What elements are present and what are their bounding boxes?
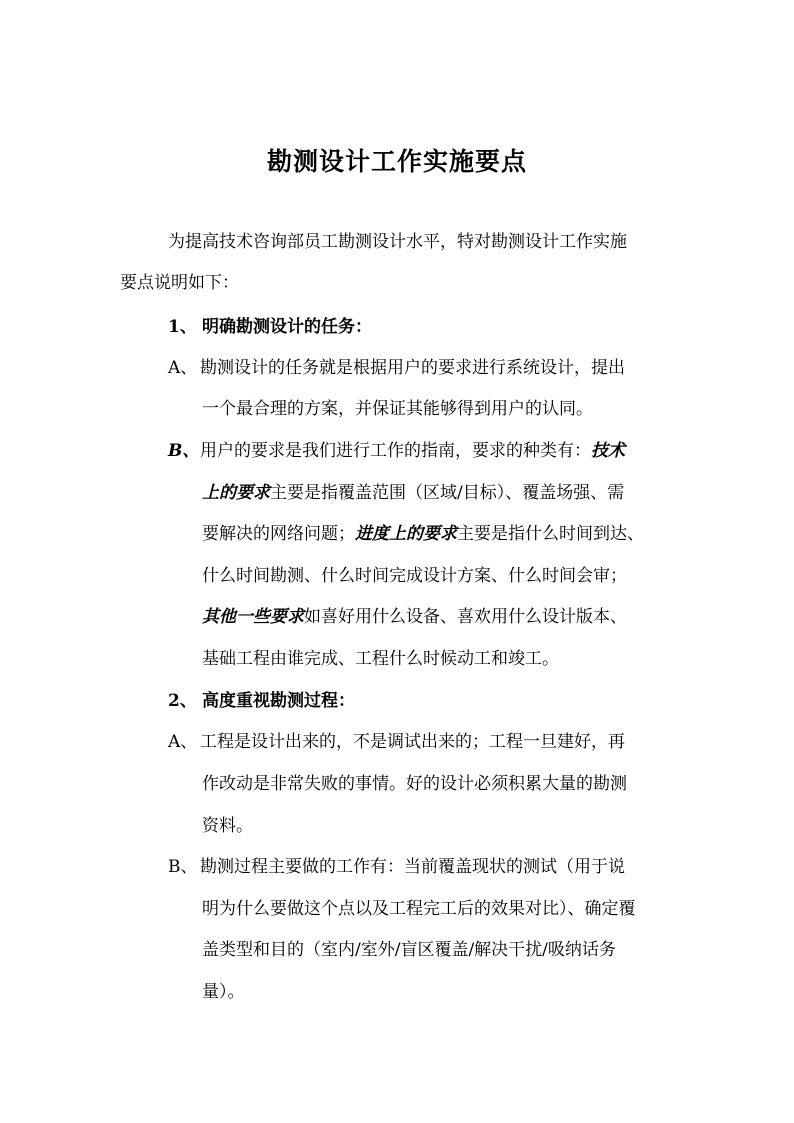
section-2-number: 2、 [168,691,197,711]
section-1-number: 1、 [168,317,197,337]
s2-item-a-text-1: 工程是设计出来的，不是调试出来的；工程一旦建好，再 [200,732,625,752]
s1-item-a-line-2: 一个最合理的方案，并保证其能够得到用户的认同。 [202,399,593,419]
s2-item-b-line-3: 盖类型和目的（室内/室外/盲区覆盖/解决干扰/吸纳话务 [202,940,616,960]
s1-item-b-emphasis-2: 上的要求 [202,483,270,503]
s1-item-b-line-1 [168,439,625,463]
s1-item-b-text-5: 如喜好用什么设备、喜欢用什么设计版本、 [304,607,627,627]
s1-item-a-text-1: 勘测设计的任务就是根据用户的要求进行系统设计，提出 [200,358,625,378]
s2-item-a-line-1 [168,730,625,754]
s2-item-b-line-4: 量）。 [202,982,245,1002]
s1-item-b-line-3 [202,522,644,546]
s2-item-b-marker: B、 [168,857,198,877]
intro-line-2: 要点说明如下： [120,273,239,293]
s1-item-b-text-3b: 主要是指什么时间到达、 [457,524,644,544]
s1-item-b-line-5 [202,605,627,629]
section-2-title: 高度重视勘测过程： [202,691,355,711]
s1-item-b-emphasis-1: 技术 [591,441,625,461]
s2-item-a-line-3: 资料。 [202,816,253,836]
s1-item-b-emphasis-3: 进度上的要求 [355,524,457,544]
s1-item-b-line-4: 什么时间勘测、什么时间完成设计方案、什么时间会审； [202,566,627,586]
section-1-title: 明确勘测设计的任务： [202,317,372,337]
s1-item-a-line-1 [168,356,625,380]
s1-item-b-line-6: 基础工程由谁完成、工程什么时候动工和竣工。 [202,649,559,669]
s2-item-a-marker: A、 [168,732,198,752]
s1-item-b-text-1: 用户的要求是我们进行工作的指南，要求的种类有： [200,441,591,461]
s2-item-b-line-2: 明为什么要做这个点以及工程完工后的效果对比）、确定覆 [202,899,636,919]
s1-item-b-emphasis-5: 其他一些要求 [202,607,304,627]
s2-item-b-text-1: 勘测过程主要做的工作有：当前覆盖现状的测试（用于说 [200,857,625,877]
s1-item-b-text-2: 主要是指覆盖范围（区域/目标）、覆盖场强、需 [270,483,625,503]
section-1-heading [168,315,372,339]
section-2-heading [168,689,355,713]
s1-item-b-line-2 [202,481,624,505]
s2-item-a-line-2: 作改动是非常失败的事情。好的设计必须积累大量的勘测 [202,774,627,794]
s1-item-a-marker: A、 [168,358,198,378]
s1-item-b-marker: B、 [168,441,200,461]
intro-line-1: 为提高技术咨询部员工勘测设计水平，特对勘测设计工作实施 [168,232,627,252]
s1-item-b-text-3a: 要解决的网络问题； [202,524,355,544]
s2-item-b-line-1 [168,855,625,879]
document-title: 勘测设计工作实施要点 [266,147,527,176]
